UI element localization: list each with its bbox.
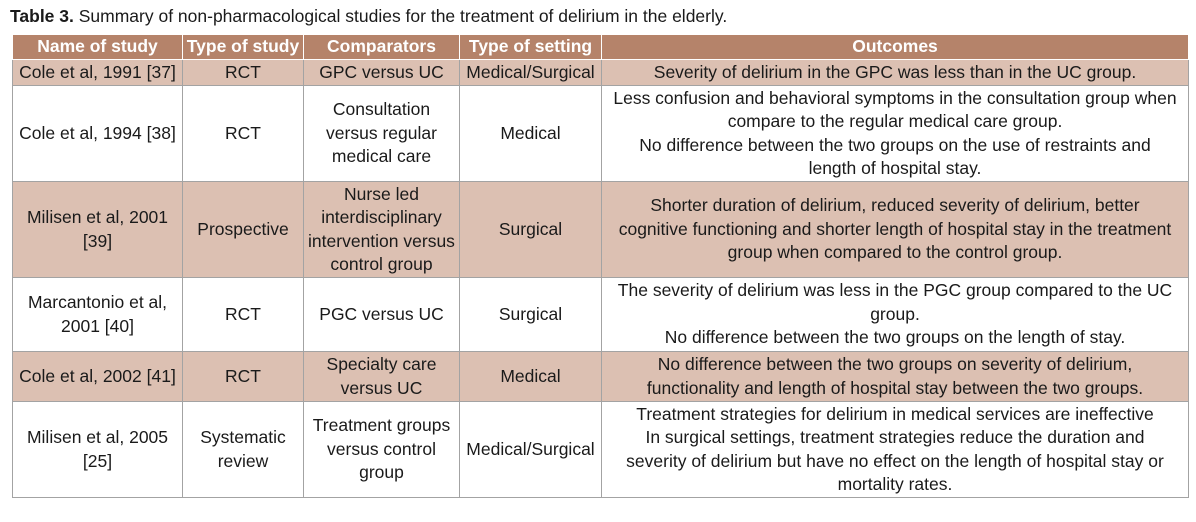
cell-outcomes (602, 86, 1189, 182)
table-caption-text: Summary of non-pharmacological studies for the treatment of delirium in the elderly. (73, 6, 728, 26)
cell-type-of-study (183, 86, 304, 182)
cell-comparators-line: versus UC (340, 377, 423, 398)
cell-comparators (304, 402, 460, 498)
cell-type-of-study-line: RCT (225, 303, 261, 324)
cell-type-of-setting (460, 402, 602, 498)
table-row (13, 60, 1189, 86)
cell-outcomes (602, 278, 1189, 352)
cell-outcomes-line: No difference between the two groups on the use of restraints and (639, 134, 1151, 155)
cell-name-of-study-line: [25] (82, 450, 113, 471)
cell-comparators (304, 278, 460, 352)
cell-outcomes-line: Severity of delirium in the GPC was less than in the UC group. (653, 61, 1137, 82)
table-row (13, 352, 1189, 402)
cell-type-of-study (183, 402, 304, 498)
cell-comparators-line: PGC versus UC (319, 303, 444, 324)
cell-type-of-study (183, 352, 304, 402)
cell-type-of-setting-line: Medical/Surgical (466, 61, 595, 82)
cell-name-of-study-line: 2001 [40] (61, 315, 134, 336)
cell-comparators-line: Nurse led (344, 183, 419, 204)
cell-comparators (304, 60, 460, 86)
cell-name-of-study-line: Cole et al, 2002 [41] (19, 365, 176, 386)
table-body (13, 60, 1189, 498)
cell-outcomes-line: length of hospital stay. (808, 158, 982, 178)
cell-type-of-study-line: Prospective (197, 218, 289, 239)
table-caption (10, 5, 727, 27)
cell-outcomes-line: functionality and length of hospital stay between the two groups. (646, 377, 1144, 398)
cell-type-of-setting-line: Surgical (498, 303, 563, 324)
cell-comparators (304, 182, 460, 278)
cell-name-of-study (13, 60, 183, 86)
cell-comparators-line: control group (330, 254, 433, 274)
cell-outcomes-line: mortality rates. (837, 474, 953, 494)
cell-type-of-study-line: RCT (225, 365, 261, 386)
cell-outcomes (602, 60, 1189, 86)
cell-outcomes (602, 402, 1189, 498)
cell-comparators-line: Consultation (332, 99, 431, 120)
cell-name-of-study (13, 86, 183, 182)
cell-name-of-study-line: Milisen et al, 2005 (26, 427, 169, 447)
cell-outcomes-line: No difference between the two groups on the length of stay. (664, 327, 1126, 348)
cell-name-of-study (13, 352, 183, 402)
cell-name-of-study-line: Cole et al, 1994 [38] (19, 122, 176, 143)
cell-outcomes-line: In surgical settings, treatment strategies reduce the duration and (645, 427, 1145, 447)
cell-comparators (304, 86, 460, 182)
table-header-row (13, 35, 1189, 60)
cell-type-of-study-line: RCT (225, 61, 261, 82)
cell-type-of-study (183, 278, 304, 352)
cell-outcomes-line: Less confusion and behavioral symptoms in the consultation group when (613, 87, 1177, 108)
cell-comparators (304, 352, 460, 402)
cell-name-of-study (13, 402, 183, 498)
header-type-of-setting: Type of setting (460, 35, 602, 60)
cell-outcomes (602, 352, 1189, 402)
cell-name-of-study-line: Milisen et al, 2001 (26, 207, 169, 227)
cell-outcomes-line: group when compared to the control group. (727, 242, 1063, 263)
cell-type-of-setting (460, 60, 602, 86)
table-row (13, 402, 1189, 498)
cell-type-of-study-line: review (217, 450, 269, 471)
cell-name-of-study-line: [39] (82, 230, 113, 251)
cell-outcomes-line: compare to the regular medical care group. (727, 111, 1063, 131)
cell-outcomes-line: The severity of delirium was less in the PGC group compared to the UC (617, 280, 1173, 301)
cell-type-of-setting (460, 278, 602, 352)
cell-type-of-study-line: Systematic (200, 427, 286, 447)
table-row (13, 86, 1189, 182)
cell-type-of-study (183, 182, 304, 278)
cell-comparators-line: Specialty care (326, 354, 437, 374)
cell-name-of-study (13, 182, 183, 278)
cell-type-of-setting-line: Medical/Surgical (466, 438, 595, 459)
cell-comparators-line: medical care (331, 146, 432, 167)
cell-comparators-line: Treatment groups (312, 415, 451, 436)
cell-type-of-setting-line: Medical (500, 365, 561, 386)
header-type-of-study: Type of study (183, 35, 304, 60)
cell-type-of-setting-line: Surgical (498, 218, 563, 239)
cell-comparators-line: interdisciplinary (321, 207, 442, 227)
cell-comparators-line: group (359, 462, 404, 483)
cell-outcomes-line: group. (870, 303, 920, 324)
cell-outcomes-line: cognitive functioning and shorter length of hospital stay in the treatment (618, 218, 1172, 239)
table-row (13, 182, 1189, 278)
cell-name-of-study-line: Cole et al, 1991 [37] (19, 61, 176, 82)
cell-outcomes (602, 182, 1189, 278)
cell-name-of-study (13, 278, 183, 352)
cell-comparators-line: intervention versus (308, 230, 455, 251)
cell-type-of-setting (460, 352, 602, 402)
studies-table (12, 34, 1189, 498)
cell-name-of-study-line: Marcantonio et al, (27, 292, 168, 312)
cell-comparators-line: versus regular (326, 122, 437, 143)
cell-type-of-study (183, 60, 304, 86)
cell-outcomes-line: Treatment strategies for delirium in medical services are ineffective (636, 403, 1154, 424)
cell-comparators-line: GPC versus UC (319, 61, 444, 82)
cell-type-of-study-line: RCT (225, 122, 261, 143)
cell-outcomes-line: severity of delirium but have no effect on the length of hospital stay or (626, 450, 1164, 471)
cell-type-of-setting (460, 86, 602, 182)
table-caption-label: Table 3. (10, 6, 74, 26)
cell-type-of-setting (460, 182, 602, 278)
header-outcomes: Outcomes (602, 35, 1189, 60)
cell-type-of-setting-line: Medical (500, 122, 561, 143)
cell-outcomes-line: No difference between the two groups on severity of delirium, (657, 354, 1133, 374)
cell-outcomes-line: Shorter duration of delirium, reduced severity of delirium, better (650, 195, 1140, 216)
table-row (13, 278, 1189, 352)
cell-comparators-line: versus control (327, 438, 436, 459)
header-comparators: Comparators (304, 35, 460, 60)
header-name-of-study: Name of study (13, 35, 183, 60)
